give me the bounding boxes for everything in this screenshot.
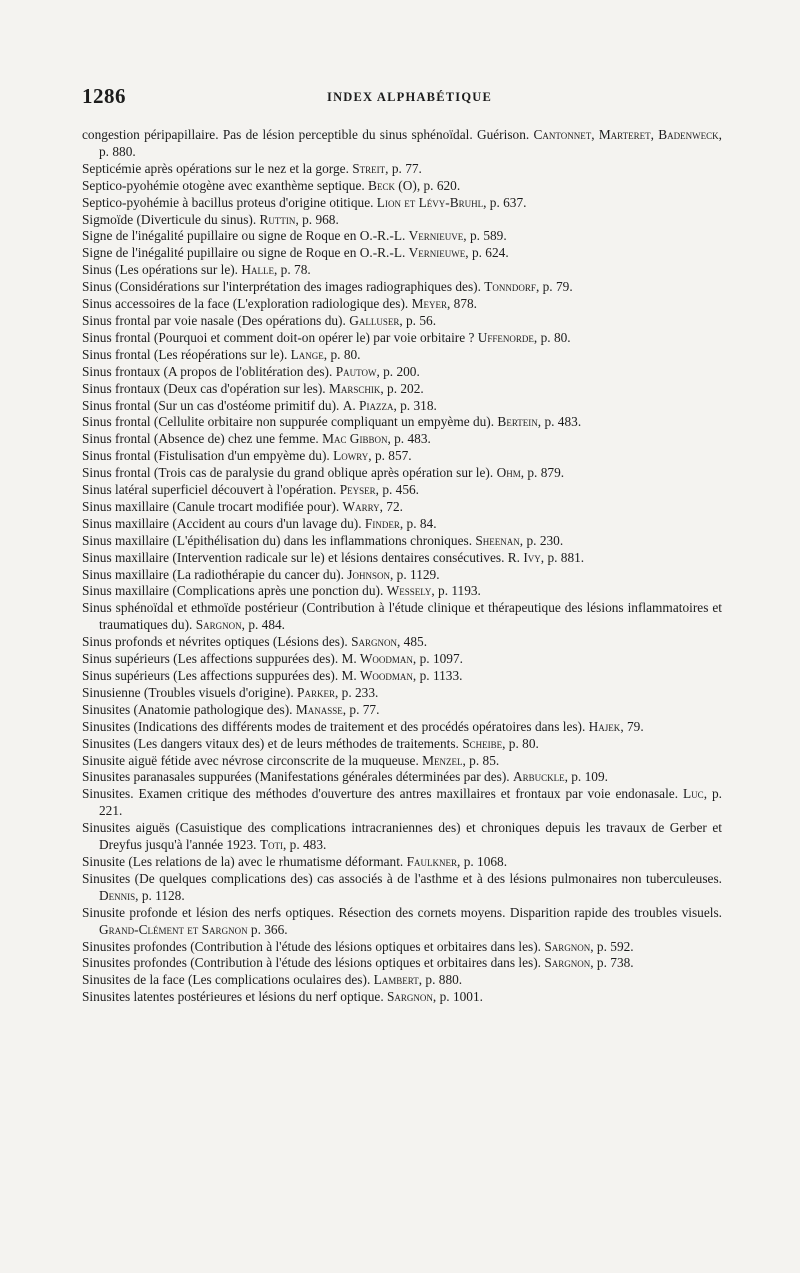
entry-author: Parker: [297, 684, 335, 700]
entry-subject: Sinusites. Examen critique des méthodes d'ouverture des antres maxillaires et frontaux par voie endonasale.: [82, 786, 684, 802]
entry-page-reference: , p. 879.: [520, 465, 565, 481]
entry-page-reference: , p. 79.: [535, 279, 573, 295]
entry-subject: Sinus frontal (Cellulite orbitaire non suppurée compliquant un empyème du).: [82, 414, 498, 430]
entry-subject: Sinus latéral superficiel découvert à l'opération.: [82, 482, 340, 498]
page-number: 1286: [82, 84, 126, 108]
entry-subject: Sinus (Les opérations sur le).: [82, 262, 242, 278]
index-entry: [82, 668, 722, 685]
entry-author: Toti: [259, 837, 283, 853]
entry-subject: Sinusienne (Troubles visuels d'origine).: [82, 684, 298, 700]
entry-author: Menzel: [422, 752, 463, 768]
index-entry: [82, 651, 722, 668]
entry-author: Cantonnet, Marteret, Badenweck: [533, 127, 719, 142]
entry-page-reference: , p. 483.: [537, 414, 582, 430]
entry-subject: Sinus sphénoïdal et ethmoïde postérieur (Contribution à l'étude clinique et thérapeutique des lésions inflammatoires et traumatiques du).: [82, 600, 722, 633]
index-entry: [82, 820, 722, 854]
entry-page-reference: , p. 880.: [418, 972, 463, 988]
index-entry: [82, 499, 722, 516]
index-entry: [82, 245, 722, 262]
entry-author: Uffenorde: [477, 329, 534, 345]
entry-author: Faulkner: [406, 853, 458, 869]
entry-page-reference: , p. 881.: [540, 549, 585, 565]
entry-subject: Sinusites aiguës (Casuistique des complications intracraniennes des) et chroniques depuis les travaux de Gerber et Dreyfus jusqu'à l'année 1923.: [82, 820, 722, 853]
index-entry: [82, 600, 722, 634]
index-entry: [82, 989, 722, 1006]
entry-subject: Sinus frontal (Pourquoi et comment doit-on opérer le) par voie orbitaire ?: [82, 329, 478, 345]
entry-author: Halle: [241, 262, 274, 278]
entry-author: Grand-Clément et Sargnon: [99, 921, 248, 937]
entry-author: Pautow: [335, 363, 377, 379]
index-entry: [82, 364, 722, 381]
index-entry: [82, 398, 722, 415]
entry-author: Manasse: [295, 701, 343, 717]
entry-subject: Sinus maxillaire (L'épithélisation du) dans les inflammations chroniques.: [82, 532, 476, 548]
entry-author: Marschik: [328, 380, 381, 396]
entry-page-reference: , p. 84.: [399, 515, 437, 531]
index-entry: [82, 753, 722, 770]
entry-page-reference: , p. 200.: [376, 363, 420, 379]
entry-page-reference: , 79.: [620, 718, 644, 734]
entry-author: Lambert: [373, 972, 419, 988]
index-entry: [82, 381, 722, 398]
entry-page-reference: , p. 78.: [274, 262, 311, 278]
entry-author: Hajek: [588, 718, 621, 734]
entry-subject: Sinusites (Les dangers vitaux des) et de leurs méthodes de traitements.: [82, 735, 463, 751]
entry-author: Meyer: [411, 296, 447, 312]
entry-author: M. Woodman: [341, 668, 413, 683]
index-entry: [82, 414, 722, 431]
entry-subject: Sinus supérieurs (Les affections suppurées des).: [82, 651, 342, 667]
entry-page-reference: , p. 233.: [334, 684, 379, 700]
entry-page-reference: , p. 1001.: [432, 989, 483, 1005]
entry-subject: Sinus maxillaire (Accident au cours d'un lavage du).: [82, 515, 365, 531]
entry-page-reference: , p. 1129.: [390, 566, 440, 582]
entry-subject: Sinus frontal (Fistulisation d'un empyème du).: [82, 448, 334, 464]
entry-author: Beck (O): [368, 177, 417, 193]
index-entry: [82, 347, 722, 364]
entry-subject: Sinus profonds et névrites optiques (Lésions des).: [82, 634, 352, 650]
index-entry: [82, 854, 722, 871]
entry-subject: Signe de l'inégalité pupillaire ou signe de Roque en O.-R.-L.: [82, 228, 409, 244]
entry-page-reference: , p. 968.: [295, 211, 339, 227]
entry-page-reference: , p. 620.: [416, 177, 461, 193]
entry-author: Ohm: [496, 465, 521, 481]
index-entry: [82, 313, 722, 330]
entry-subject: Sinus maxillaire (Complications après une ponction du).: [82, 583, 387, 599]
entry-subject: Signe de l'inégalité pupillaire ou signe de Roque en O.-R.-L.: [82, 245, 409, 261]
entry-subject: Sinus frontal par voie nasale (Des opérations du).: [82, 312, 350, 328]
entry-page-reference: , p. 318.: [393, 397, 437, 413]
entry-subject: Sinus accessoires de la face (L'exploration radiologique des).: [82, 296, 412, 312]
index-entry: [82, 583, 722, 600]
entry-page-reference: , p. 1193.: [431, 583, 481, 599]
running-title: INDEX ALPHABÉTIQUE: [327, 90, 493, 104]
entry-subject: Sinus frontal (Trois cas de paralysie du grand oblique après opération sur le).: [82, 465, 497, 481]
entry-page-reference: , p. 880.: [99, 127, 722, 159]
entry-author: Finder: [364, 515, 400, 531]
entry-subject: Septico-pyohémie otogène avec exanthème septique.: [82, 177, 369, 193]
entry-author: Lange: [290, 346, 324, 362]
index-entry: [82, 228, 722, 245]
entry-page-reference: , p. 484.: [241, 617, 286, 633]
entry-subject: Sinus frontal (Absence de) chez une femme.: [82, 431, 323, 447]
entry-subject: Sinus frontaux (Deux cas d'opération sur les).: [82, 380, 329, 396]
entry-author: Streit: [352, 160, 386, 176]
index-entry: [82, 550, 722, 567]
entry-subject: Sinusite profonde et lésion des nerfs optiques. Résection des cornets moyens. Disparition rapide des troubles visuels.: [82, 904, 722, 920]
entry-author: Dennis: [99, 887, 136, 903]
entry-page-reference: , p. 637.: [483, 194, 527, 210]
entry-subject: Sinusites de la face (Les complications oculaires des).: [82, 972, 374, 988]
entry-subject: Sinus supérieurs (Les affections suppurées des).: [82, 668, 342, 683]
entry-page-reference: , p. 1097.: [412, 651, 463, 667]
entry-subject: Sinus maxillaire (Intervention radicale sur le) et lésions dentaires consécutives.: [82, 549, 508, 565]
entry-author: Sheenan: [475, 532, 520, 548]
entry-author: Lion et Lévy-Bruhl: [376, 194, 484, 210]
index-entry: [82, 296, 722, 313]
index-entry: [82, 262, 722, 279]
entry-author: Arbuckle: [512, 769, 565, 785]
entry-author: Sargnon: [351, 634, 397, 650]
entry-subject: Sinus frontal (Les réopérations sur le).: [82, 346, 291, 362]
entry-page-reference: , p. 592.: [590, 938, 634, 954]
entry-author: Sargnon: [195, 617, 242, 633]
entry-author: Peyser: [339, 482, 376, 498]
index-entry: [82, 516, 722, 533]
index-entry: [82, 482, 722, 499]
entry-page-reference: , p. 1128.: [135, 887, 185, 903]
entry-subject: Sinus maxillaire (Canule trocart modifiée pour).: [82, 498, 343, 514]
entry-author: Sargnon: [544, 938, 591, 954]
entry-page-reference: , p. 589.: [463, 228, 507, 244]
entry-subject: Sinus maxillaire (La radiothérapie du cancer du).: [82, 566, 348, 582]
index-entry: [82, 719, 722, 736]
index-entry: [82, 161, 722, 178]
index-entry: [82, 786, 722, 820]
entry-page-reference: , 485.: [397, 634, 428, 650]
entry-author: Warry: [342, 498, 380, 514]
entry-subject: Sinus frontaux (A propos de l'oblitération des).: [82, 363, 336, 379]
entry-author: Johnson: [347, 566, 390, 582]
entry-subject: Sinusites paranasales suppurées (Manifestations générales déterminées par des).: [82, 769, 513, 785]
entry-author: Tonndorf: [484, 279, 536, 295]
index-entry: [82, 955, 722, 972]
entry-page-reference: , p. 56.: [399, 312, 437, 328]
entry-author: Scheibe: [462, 735, 503, 751]
entry-subject: Septicémie après opérations sur le nez et la gorge.: [82, 160, 353, 176]
entry-page-reference: , p. 230.: [519, 532, 564, 548]
entry-page-reference: , p. 77.: [342, 701, 380, 717]
entry-page-reference: , 72.: [379, 498, 403, 514]
entry-author: Wessely: [386, 583, 432, 599]
entry-subject: Sinusites (Anatomie pathologique des).: [82, 701, 296, 717]
entry-page-reference: , p. 80.: [533, 329, 571, 345]
index-entry: [82, 195, 722, 212]
entry-page-reference: , p. 456.: [375, 482, 420, 498]
page-header: [82, 84, 722, 114]
entry-page-reference: p. 366.: [247, 921, 288, 937]
entry-subject: Sinusites latentes postérieures et lésions du nerf optique.: [82, 989, 387, 1005]
entry-subject: Sinusite aiguë fétide avec névrose circonscrite de la muqueuse.: [82, 752, 423, 768]
entry-subject: Sinus frontal (Sur un cas d'ostéome primitif du).: [82, 397, 343, 413]
entry-page-reference: , p. 738.: [590, 955, 634, 971]
entry-author: A. Piazza: [342, 397, 394, 413]
entry-page-reference: , p. 77.: [385, 160, 422, 176]
entry-page-reference: , 878.: [446, 296, 477, 312]
entry-author: M. Woodman: [341, 651, 413, 667]
entry-subject: congestion péripapillaire. Pas de lésion perceptible du sinus sphénoïdal. Guérison.: [82, 127, 534, 142]
entry-page-reference: , p. 80.: [323, 346, 361, 362]
entry-subject: Sinusite (Les relations de la) avec le rhumatisme déformant.: [82, 853, 407, 869]
index-entry: [82, 905, 722, 939]
index-entry: [82, 871, 722, 905]
entry-author: R. Ivy: [507, 549, 541, 565]
index-entry: [82, 448, 722, 465]
entry-subject: Sinusites profondes (Contribution à l'étude des lésions optiques et orbitaires dans les).: [82, 938, 545, 954]
entry-subject: Sinusites profondes (Contribution à l'étude des lésions optiques et orbitaires dans les).: [82, 955, 545, 971]
index-entries-list: [82, 127, 722, 1006]
index-entry: [82, 431, 722, 448]
index-entry: [82, 939, 722, 956]
entry-page-reference: , p. 857.: [368, 448, 412, 464]
index-entry: [82, 279, 722, 296]
entry-author: Mac Gibbon: [322, 431, 388, 447]
index-entry: [82, 685, 722, 702]
entry-subject: Sinus (Considérations sur l'interprétation des images radiographiques des).: [82, 279, 485, 295]
entry-author: Vernieuve: [408, 228, 464, 244]
entry-page-reference: , p. 221.: [99, 786, 722, 819]
entry-page-reference: , p. 624.: [465, 245, 509, 261]
index-entry: [82, 736, 722, 753]
index-entry: [82, 330, 722, 347]
entry-author: Vernieuwe: [408, 245, 466, 261]
index-entry: [82, 769, 722, 786]
entry-page-reference: , p. 202.: [380, 380, 424, 396]
index-entry: [82, 972, 722, 989]
entry-subject: Septico-pyohémie à bacillus proteus d'origine otitique.: [82, 194, 377, 210]
entry-author: Sargnon: [387, 989, 433, 1005]
entry-subject: Sinusites (Indications des différents modes de traitement et des procédés opératoires dans les).: [82, 718, 589, 734]
entry-subject: Sinusites (De quelques complications des) cas associés à de l'asthme et à des lésions pulmonaires non tuberculeuses.: [82, 870, 722, 886]
entry-subject: Sigmoïde (Diverticule du sinus).: [82, 211, 260, 227]
entry-page-reference: , p. 109.: [564, 769, 608, 785]
index-entry: [82, 465, 722, 482]
index-entry: [82, 127, 722, 161]
index-entry: [82, 533, 722, 550]
entry-author: Sargnon: [544, 955, 591, 971]
entry-page-reference: , p. 483.: [387, 431, 431, 447]
entry-author: Luc: [683, 786, 704, 802]
index-entry: [82, 567, 722, 584]
entry-page-reference: , p. 1133.: [412, 668, 463, 683]
entry-page-reference: , p. 85.: [462, 752, 500, 768]
index-entry: [82, 178, 722, 195]
entry-author: Ruttin: [259, 211, 296, 227]
entry-author: Bertein: [497, 414, 538, 430]
index-entry: [82, 212, 722, 229]
entry-page-reference: , p. 1068.: [457, 853, 508, 869]
index-entry: [82, 634, 722, 651]
entry-page-reference: , p. 483.: [282, 837, 327, 853]
index-entry: [82, 702, 722, 719]
entry-page-reference: , p. 80.: [502, 735, 539, 751]
entry-author: Lowry: [333, 448, 369, 464]
entry-author: Galluser: [349, 312, 400, 328]
